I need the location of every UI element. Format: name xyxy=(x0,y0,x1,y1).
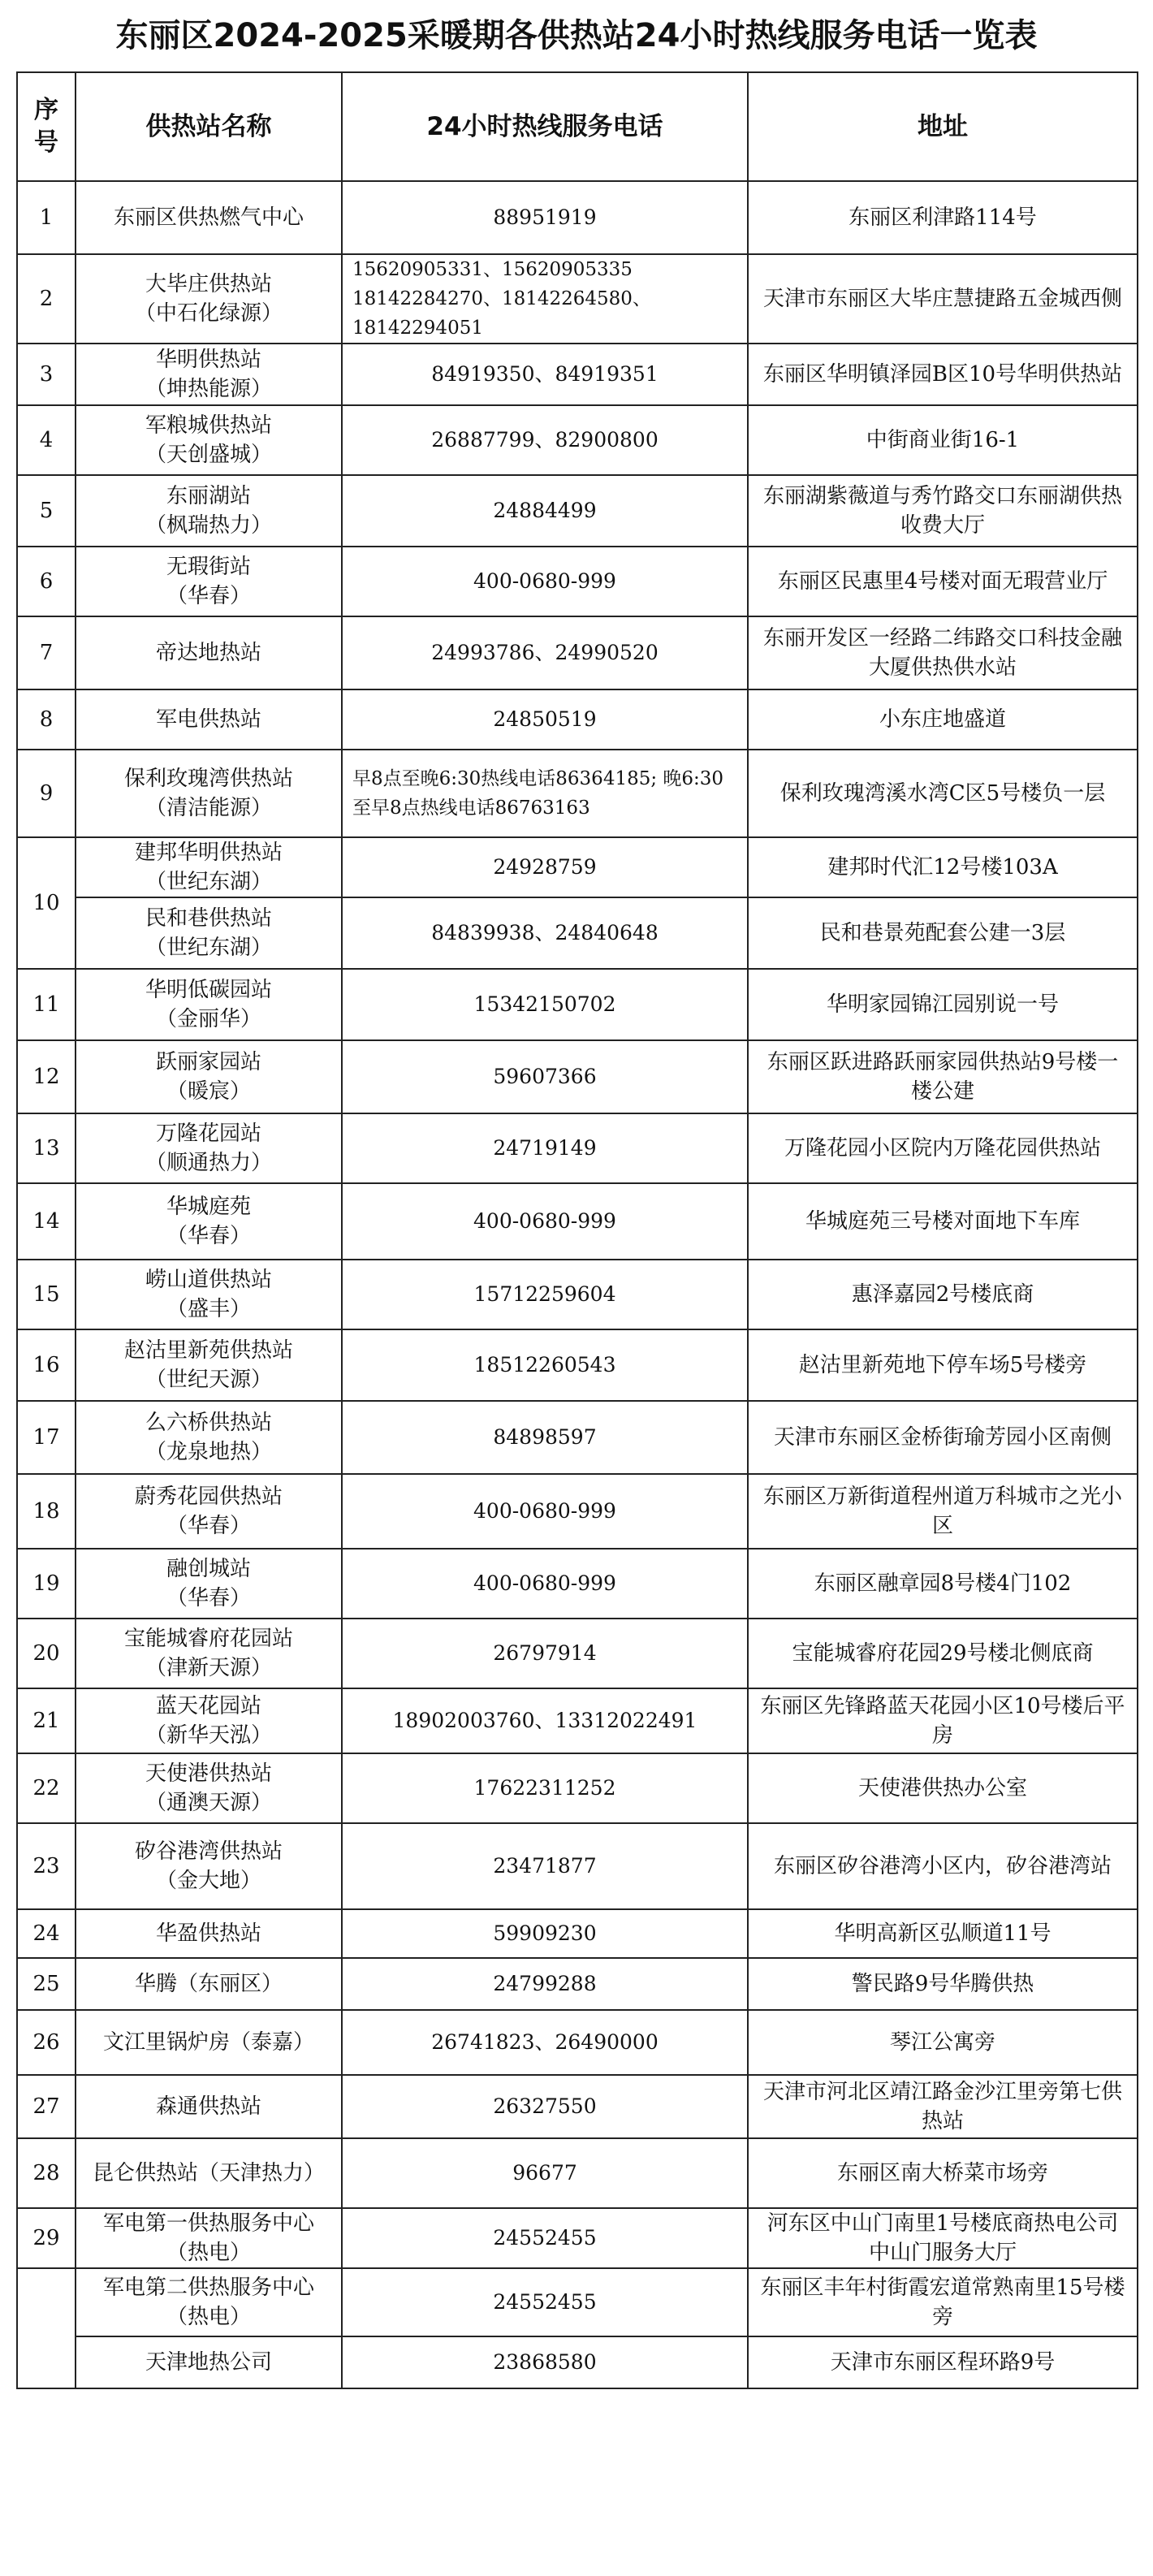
row-number: 12 xyxy=(17,1040,76,1113)
row-number: 13 xyxy=(17,1113,76,1183)
table-row xyxy=(17,254,1138,344)
station-address: 警民路9号华腾供热 xyxy=(748,1958,1138,2010)
table-row xyxy=(17,1753,1138,1823)
header-row xyxy=(17,72,1138,181)
row-number: 19 xyxy=(17,1549,76,1619)
station-name: 融创城站 xyxy=(166,1557,251,1581)
row-number: 15 xyxy=(17,1260,76,1329)
table-row xyxy=(17,969,1138,1040)
station-name: 东丽区供热燃气中心 xyxy=(113,205,304,230)
station-name: 东丽湖站 xyxy=(166,484,251,508)
hotline-phone: 15620905331、15620905335 18142284270、18142264580、18142294051 xyxy=(342,254,748,344)
hotline-phone: 400-0680-999 xyxy=(342,1549,748,1619)
station-name-cell xyxy=(76,1688,342,1753)
table-row xyxy=(17,2336,1138,2388)
station-operator: （世纪东湖） xyxy=(145,870,272,894)
station-name: 军电第一供热服务中心 xyxy=(102,2211,314,2236)
station-address: 万隆花园小区院内万隆花园供热站 xyxy=(748,1113,1138,1183)
row-number: 27 xyxy=(17,2075,76,2138)
station-address: 天津市东丽区程环路9号 xyxy=(748,2336,1138,2388)
station-name: 蓝天花园站 xyxy=(155,1694,261,1718)
hotline-phone: 84839938、24840648 xyxy=(342,897,748,969)
row-number: 9 xyxy=(17,750,76,837)
station-name: 华腾（东丽区） xyxy=(134,1972,283,1996)
table-row xyxy=(17,1958,1138,2010)
hotline-phone: 24884499 xyxy=(342,475,748,547)
hotline-phone: 24552455 xyxy=(342,2268,748,2336)
station-operator: （华春） xyxy=(166,1514,251,1538)
station-name-cell xyxy=(76,1909,342,1958)
station-address: 东丽区民惠里4号楼对面无瑕营业厅 xyxy=(748,547,1138,616)
hotline-phone: 59607366 xyxy=(342,1040,748,1113)
table-row xyxy=(17,2075,1138,2138)
hotline-phone: 26887799、82900800 xyxy=(342,405,748,475)
station-name-cell xyxy=(76,1619,342,1688)
station-address: 保利玫瑰湾溪水湾C区5号楼负一层 xyxy=(748,750,1138,837)
station-address: 民和巷景苑配套公建一3层 xyxy=(748,897,1138,969)
hotline-phone: 400-0680-999 xyxy=(342,1474,748,1549)
row-number xyxy=(17,2268,76,2388)
header-no: 序号 xyxy=(17,72,76,181)
hotline-table xyxy=(16,71,1138,2389)
row-number: 17 xyxy=(17,1401,76,1474)
station-name: 保利玫瑰湾供热站 xyxy=(123,767,293,791)
station-operator: （津新天源） xyxy=(145,1656,272,1680)
station-name: 华明低碳园站 xyxy=(145,978,272,1002)
station-name: 宝能城睿府花园站 xyxy=(123,1627,293,1651)
station-name-cell xyxy=(76,1260,342,1329)
table-row xyxy=(17,616,1138,689)
station-name-cell xyxy=(76,616,342,689)
station-address: 赵沽里新苑地下停车场5号楼旁 xyxy=(748,1329,1138,1401)
row-number: 7 xyxy=(17,616,76,689)
table-row xyxy=(17,1260,1138,1329)
station-name: 么六桥供热站 xyxy=(145,1411,272,1435)
table-row xyxy=(17,1909,1138,1958)
row-number: 26 xyxy=(17,2010,76,2075)
header-address: 地址 xyxy=(748,72,1138,181)
hotline-phone: 26797914 xyxy=(342,1619,748,1688)
table-row xyxy=(17,1329,1138,1401)
row-number: 4 xyxy=(17,405,76,475)
station-address: 东丽区丰年村街霞宏道常熟南里15号楼旁 xyxy=(748,2268,1138,2336)
station-name-cell xyxy=(76,1040,342,1113)
hotline-phone: 84898597 xyxy=(342,1401,748,1474)
station-address: 中街商业街16-1 xyxy=(748,405,1138,475)
station-operator: （世纪天源） xyxy=(145,1368,272,1392)
station-name: 大毕庄供热站 xyxy=(145,272,272,296)
station-name-cell xyxy=(76,547,342,616)
table-row xyxy=(17,750,1138,837)
station-operator: （金大地） xyxy=(155,1869,261,1893)
station-name-cell xyxy=(76,1753,342,1823)
station-name: 军粮城供热站 xyxy=(145,413,272,438)
table-row xyxy=(17,547,1138,616)
station-name-cell xyxy=(76,475,342,547)
station-address: 东丽区矽谷港湾小区内，矽谷港湾站 xyxy=(748,1823,1138,1909)
table-row xyxy=(17,1113,1138,1183)
station-address: 小东庄地盛道 xyxy=(748,689,1138,750)
table-row xyxy=(17,2208,1138,2268)
hotline-phone: 96677 xyxy=(342,2138,748,2208)
station-name: 华城庭苑 xyxy=(166,1195,251,1219)
row-number: 6 xyxy=(17,547,76,616)
row-number: 5 xyxy=(17,475,76,547)
station-name-cell xyxy=(76,837,342,897)
hotline-phone: 18512260543 xyxy=(342,1329,748,1401)
station-name-cell xyxy=(76,1549,342,1619)
station-name: 民和巷供热站 xyxy=(145,906,272,931)
hotline-phone: 24799288 xyxy=(342,1958,748,2010)
station-operator: （世纪东湖） xyxy=(145,936,272,960)
station-operator: （华春） xyxy=(166,1224,251,1248)
station-name: 崂山道供热站 xyxy=(145,1268,272,1292)
station-name: 文江里锅炉房（泰嘉） xyxy=(102,2030,314,2055)
row-number: 2 xyxy=(17,254,76,344)
header-phone: 24小时热线服务电话 xyxy=(342,72,748,181)
table-row xyxy=(17,897,1138,969)
station-operator: （热电） xyxy=(166,2305,251,2329)
station-address: 华城庭苑三号楼对面地下车库 xyxy=(748,1183,1138,1260)
station-operator: （顺通热力） xyxy=(145,1151,272,1175)
row-number: 22 xyxy=(17,1753,76,1823)
station-name-cell xyxy=(76,1823,342,1909)
station-address: 东丽区万新街道程州道万科城市之光小区 xyxy=(748,1474,1138,1549)
hotline-phone: 400-0680-999 xyxy=(342,1183,748,1260)
station-address: 东丽区先锋路蓝天花园小区10号楼后平房 xyxy=(748,1688,1138,1753)
station-address: 天津市河北区靖江路金沙江里旁第七供热站 xyxy=(748,2075,1138,2138)
table-row xyxy=(17,2138,1138,2208)
table-row xyxy=(17,1040,1138,1113)
station-name: 矽谷港湾供热站 xyxy=(134,1839,283,1864)
station-address: 河东区中山门南里1号楼底商热电公司中山门服务大厅 xyxy=(748,2208,1138,2268)
station-name-cell xyxy=(76,405,342,475)
station-name-cell xyxy=(76,1474,342,1549)
table-row xyxy=(17,1549,1138,1619)
row-number: 24 xyxy=(17,1909,76,1958)
station-address: 天使港供热办公室 xyxy=(748,1753,1138,1823)
station-operator: （暖宸） xyxy=(166,1079,251,1104)
station-name: 赵沽里新苑供热站 xyxy=(123,1338,293,1363)
hotline-phone: 26327550 xyxy=(342,2075,748,2138)
station-name: 森通供热站 xyxy=(155,2094,261,2119)
station-address: 东丽区跃进路跃丽家园供热站9号楼一楼公建 xyxy=(748,1040,1138,1113)
station-address: 东丽湖紫薇道与秀竹路交口东丽湖供热收费大厅 xyxy=(748,475,1138,547)
station-name: 蔚秀花园供热站 xyxy=(134,1485,283,1509)
station-name-cell xyxy=(76,1113,342,1183)
table-row xyxy=(17,1183,1138,1260)
station-name: 建邦华明供热站 xyxy=(134,841,283,865)
station-name: 天津地热公司 xyxy=(145,2350,272,2375)
table-row xyxy=(17,689,1138,750)
hotline-phone: 15712259604 xyxy=(342,1260,748,1329)
station-operator: （中石化绿源） xyxy=(134,301,283,326)
row-number: 29 xyxy=(17,2208,76,2268)
station-name: 华明供热站 xyxy=(155,348,261,372)
hotline-phone: 88951919 xyxy=(342,181,748,254)
station-name-cell xyxy=(76,750,342,837)
station-name: 帝达地热站 xyxy=(155,641,261,665)
station-operator: （清洁能源） xyxy=(145,796,272,820)
table-row xyxy=(17,1401,1138,1474)
row-number: 25 xyxy=(17,1958,76,2010)
station-name: 万隆花园站 xyxy=(155,1122,261,1146)
row-number: 11 xyxy=(17,969,76,1040)
station-name-cell xyxy=(76,2336,342,2388)
station-name: 跃丽家园站 xyxy=(155,1050,261,1074)
station-operator: （通澳天源） xyxy=(145,1791,272,1815)
station-name-cell xyxy=(76,897,342,969)
table-row xyxy=(17,181,1138,254)
table-row xyxy=(17,2268,1138,2336)
station-address: 东丽区华明镇泽园B区10号华明供热站 xyxy=(748,344,1138,405)
row-number: 18 xyxy=(17,1474,76,1549)
hotline-phone: 18902003760、13312022491 xyxy=(342,1688,748,1753)
station-address: 天津市东丽区金桥街瑜芳园小区南侧 xyxy=(748,1401,1138,1474)
station-name-cell xyxy=(76,1329,342,1401)
row-number: 14 xyxy=(17,1183,76,1260)
hotline-phone: 24928759 xyxy=(342,837,748,897)
station-address: 东丽区利津路114号 xyxy=(748,181,1138,254)
row-number: 23 xyxy=(17,1823,76,1909)
station-name-cell xyxy=(76,254,342,344)
hotline-phone: 24850519 xyxy=(342,689,748,750)
station-operator: （金丽华） xyxy=(155,1007,261,1031)
station-address: 东丽区南大桥菜市场旁 xyxy=(748,2138,1138,2208)
station-operator: （华春） xyxy=(166,1586,251,1610)
station-name-cell xyxy=(76,2010,342,2075)
station-name-cell xyxy=(76,2075,342,2138)
station-address: 东丽区融章园8号楼4门102 xyxy=(748,1549,1138,1619)
table-row xyxy=(17,2010,1138,2075)
table-row xyxy=(17,1823,1138,1909)
station-operator: （坤热能源） xyxy=(145,377,272,401)
station-name-cell xyxy=(76,1183,342,1260)
row-number: 20 xyxy=(17,1619,76,1688)
station-address: 东丽开发区一经路二纬路交口科技金融大厦供热供水站 xyxy=(748,616,1138,689)
hotline-phone: 23868580 xyxy=(342,2336,748,2388)
row-number: 16 xyxy=(17,1329,76,1401)
table-row xyxy=(17,1688,1138,1753)
station-address: 琴江公寓旁 xyxy=(748,2010,1138,2075)
hotline-phone: 84919350、84919351 xyxy=(342,344,748,405)
station-name-cell xyxy=(76,969,342,1040)
station-name: 华盈供热站 xyxy=(155,1921,261,1946)
station-operator: （枫瑞热力） xyxy=(145,513,272,538)
station-address: 惠泽嘉园2号楼底商 xyxy=(748,1260,1138,1329)
hotline-phone: 23471877 xyxy=(342,1823,748,1909)
hotline-phone: 17622311252 xyxy=(342,1753,748,1823)
table-row xyxy=(17,344,1138,405)
station-name: 无瑕街站 xyxy=(166,555,251,579)
hotline-phone: 59909230 xyxy=(342,1909,748,1958)
table-body xyxy=(17,181,1138,2388)
row-number: 8 xyxy=(17,689,76,750)
station-name-cell xyxy=(76,689,342,750)
row-number: 1 xyxy=(17,181,76,254)
table-row xyxy=(17,1474,1138,1549)
table-row xyxy=(17,1619,1138,1688)
station-address: 华明家园锦江园别说一号 xyxy=(748,969,1138,1040)
header-name: 供热站名称 xyxy=(76,72,342,181)
station-name-cell xyxy=(76,181,342,254)
hotline-phone: 26741823、26490000 xyxy=(342,2010,748,2075)
station-name-cell xyxy=(76,2138,342,2208)
station-name-cell xyxy=(76,2208,342,2268)
station-name: 军电供热站 xyxy=(155,707,261,732)
station-operator: （天创盛城） xyxy=(145,443,272,467)
station-name-cell xyxy=(76,1401,342,1474)
station-operator: （华春） xyxy=(166,584,251,608)
station-operator: （热电） xyxy=(166,2241,251,2265)
station-name-cell xyxy=(76,2268,342,2336)
page-title: 东丽区2024-2025采暖期各供热站24小时热线服务电话一览表 xyxy=(115,17,1038,54)
station-name: 昆仑供热站（天津热力） xyxy=(92,2161,325,2185)
table-row xyxy=(17,475,1138,547)
hotline-phone: 400-0680-999 xyxy=(342,547,748,616)
station-address: 宝能城睿府花园29号楼北侧底商 xyxy=(748,1619,1138,1688)
station-name-cell xyxy=(76,1958,342,2010)
station-address: 华明高新区弘顺道11号 xyxy=(748,1909,1138,1958)
hotline-phone: 24719149 xyxy=(342,1113,748,1183)
hotline-phone: 15342150702 xyxy=(342,969,748,1040)
hotline-phone: 24552455 xyxy=(342,2208,748,2268)
row-number: 10 xyxy=(17,837,76,969)
table-row xyxy=(17,837,1138,897)
table-row xyxy=(17,405,1138,475)
hotline-phone: 24993786、24990520 xyxy=(342,616,748,689)
station-operator: （盛丰） xyxy=(166,1297,251,1321)
row-number: 3 xyxy=(17,344,76,405)
station-operator: （新华天泓） xyxy=(145,1723,272,1748)
station-operator: （龙泉地热） xyxy=(145,1440,272,1464)
hotline-phone: 早8点至晚6:30热线电话86364185; 晚6:30至早8点热线电话86763163 xyxy=(342,750,748,837)
station-name-cell xyxy=(76,344,342,405)
station-address: 天津市东丽区大毕庄慧捷路五金城西侧 xyxy=(748,254,1138,344)
station-name: 天使港供热站 xyxy=(145,1761,272,1786)
row-number: 28 xyxy=(17,2138,76,2208)
station-name: 军电第二供热服务中心 xyxy=(102,2276,314,2300)
row-number: 21 xyxy=(17,1688,76,1753)
station-address: 建邦时代汇12号楼103A xyxy=(748,837,1138,897)
